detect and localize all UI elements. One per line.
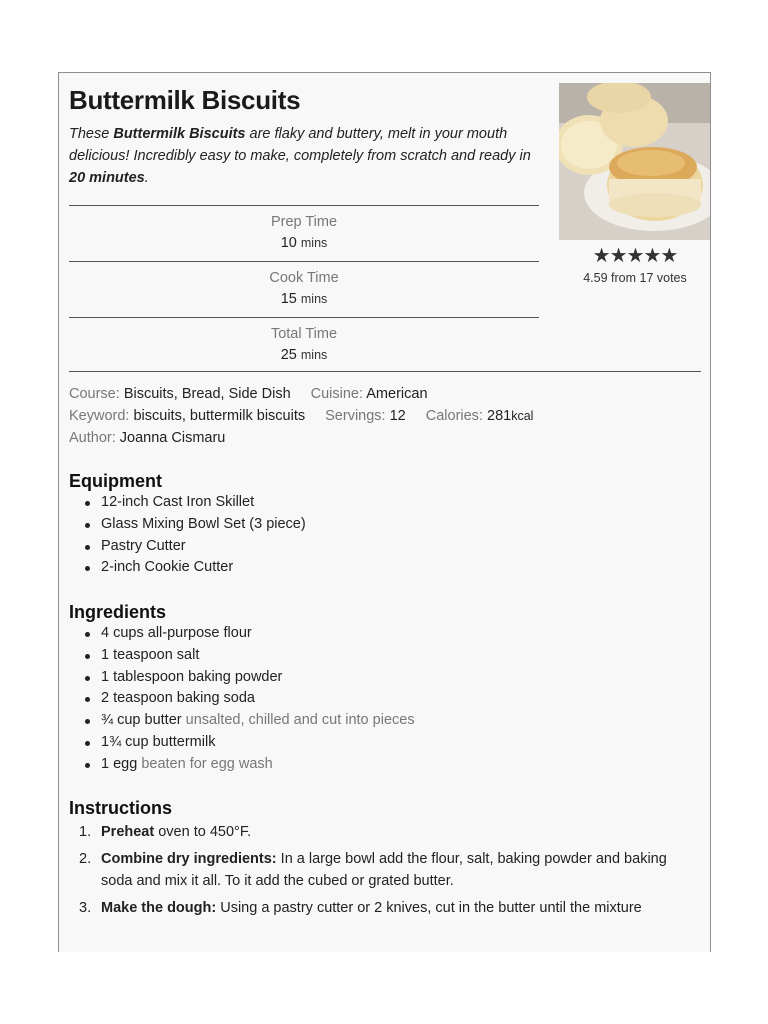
ingredient-item <box>85 623 415 645</box>
prep-time <box>69 205 539 261</box>
instructions-heading: Instructions <box>69 798 173 818</box>
author-label: Author: <box>69 430 116 446</box>
ingredient-text: 1¾ cup buttermilk <box>101 733 216 750</box>
ingredient-item <box>85 645 415 667</box>
ingredient-text: 2 teaspoon baking soda <box>101 690 255 707</box>
course-value: Biscuits, Bread, Side Dish <box>123 386 291 402</box>
course-label: Course: <box>69 386 120 402</box>
ingredient-item <box>85 732 415 754</box>
summary-bold-time: 20 minutes <box>69 170 145 186</box>
time-value <box>69 232 539 254</box>
keyword-label: Keyword: <box>69 408 130 424</box>
ingredients-list <box>85 623 415 776</box>
step-number: 2. <box>79 851 92 867</box>
time-label: Prep Time <box>270 214 338 230</box>
total-time <box>69 317 539 373</box>
recipe-meta <box>69 383 533 449</box>
calories-value: 281 <box>487 408 512 424</box>
recipe-rating[interactable] <box>559 245 711 285</box>
cook-time <box>69 261 539 317</box>
calories-label: Calories: <box>425 408 483 424</box>
instructions-list <box>69 821 699 924</box>
rating-votes: 4.59 from 17 votes <box>583 271 687 285</box>
ingredient-item <box>85 710 415 732</box>
time-value <box>69 344 539 366</box>
divider <box>69 371 701 372</box>
recipe-times <box>69 205 539 373</box>
cuisine-label: Cuisine: <box>310 386 364 402</box>
recipe-title: Buttermilk Biscuits <box>69 85 301 115</box>
summary-bold-name: Buttermilk Biscuits <box>113 126 246 142</box>
instruction-step <box>69 821 699 843</box>
step-number: 3. <box>79 900 92 916</box>
ingredient-text: 1 egg <box>101 755 138 772</box>
ingredient-item <box>85 667 415 689</box>
keyword-value: biscuits, buttermilk biscuits <box>133 408 306 424</box>
meta-row <box>69 405 533 427</box>
equipment-item[interactable]: 12-inch Cast Iron Skillet <box>85 492 306 514</box>
biscuits-image <box>559 83 711 240</box>
time-label: Cook Time <box>269 270 339 286</box>
equipment-item[interactable]: 2-inch Cookie Cutter <box>85 557 306 579</box>
summary-text: . <box>144 170 149 186</box>
summary-text: These <box>69 126 114 142</box>
time-number: 15 <box>280 291 297 307</box>
ingredient-notes: unsalted, chilled and cut into pieces <box>185 712 415 729</box>
ingredient-item <box>85 688 415 710</box>
step-title: Make the dough: <box>101 900 217 916</box>
recipe-summary <box>69 123 541 189</box>
servings-label: Servings: <box>325 408 386 424</box>
star-rating-icon[interactable]: ★★★★★ <box>592 245 678 267</box>
servings-value[interactable]: 12 <box>389 408 406 424</box>
step-title: Preheat <box>101 824 155 840</box>
summary-text: are flaky and buttery, melt in your mouth delicious! Incredibly easy to make, completely from scratch and ready in <box>69 126 531 164</box>
meta-row <box>69 427 533 449</box>
instruction-step <box>69 897 699 919</box>
step-text: oven to 450°F. <box>154 824 252 840</box>
instruction-step <box>69 848 699 892</box>
recipe-photo[interactable] <box>559 83 711 240</box>
time-number: 25 <box>280 347 297 363</box>
ingredient-text: 1 tablespoon baking powder <box>101 668 283 685</box>
step-title: Combine dry ingredients: <box>101 851 277 867</box>
time-unit: mins <box>300 292 328 306</box>
meta-row <box>69 383 533 405</box>
step-text: In a large bowl add the flour, salt, baking powder and baking soda and mix it all. To it add the cubed or grated butter. <box>101 851 667 889</box>
equipment-item[interactable]: Pastry Cutter <box>85 536 306 558</box>
time-unit: mins <box>300 236 328 250</box>
time-number: 10 <box>280 235 297 251</box>
ingredient-item <box>85 754 415 776</box>
cuisine-value: American <box>366 386 428 402</box>
step-text: Using a pastry cutter or 2 knives, cut in the butter until the mixture <box>216 900 642 916</box>
ingredient-text: 4 cups all-purpose flour <box>101 625 252 641</box>
equipment-heading: Equipment <box>69 471 162 491</box>
recipe-card <box>58 72 711 952</box>
ingredients-heading: Ingredients <box>69 602 167 622</box>
time-label: Total Time <box>270 326 338 342</box>
author-value: Joanna Cismaru <box>119 430 226 446</box>
time-value <box>69 288 539 310</box>
ingredient-text: ¾ cup butter <box>101 712 182 729</box>
ingredient-notes: beaten for egg wash <box>141 755 273 772</box>
equipment-item[interactable]: Glass Mixing Bowl Set (3 piece) <box>85 514 306 536</box>
step-number: 1. <box>79 824 92 840</box>
calories-unit: kcal <box>511 409 534 423</box>
equipment-list <box>85 492 306 579</box>
ingredient-text: 1 teaspoon salt <box>101 646 200 663</box>
time-unit: mins <box>300 348 328 362</box>
